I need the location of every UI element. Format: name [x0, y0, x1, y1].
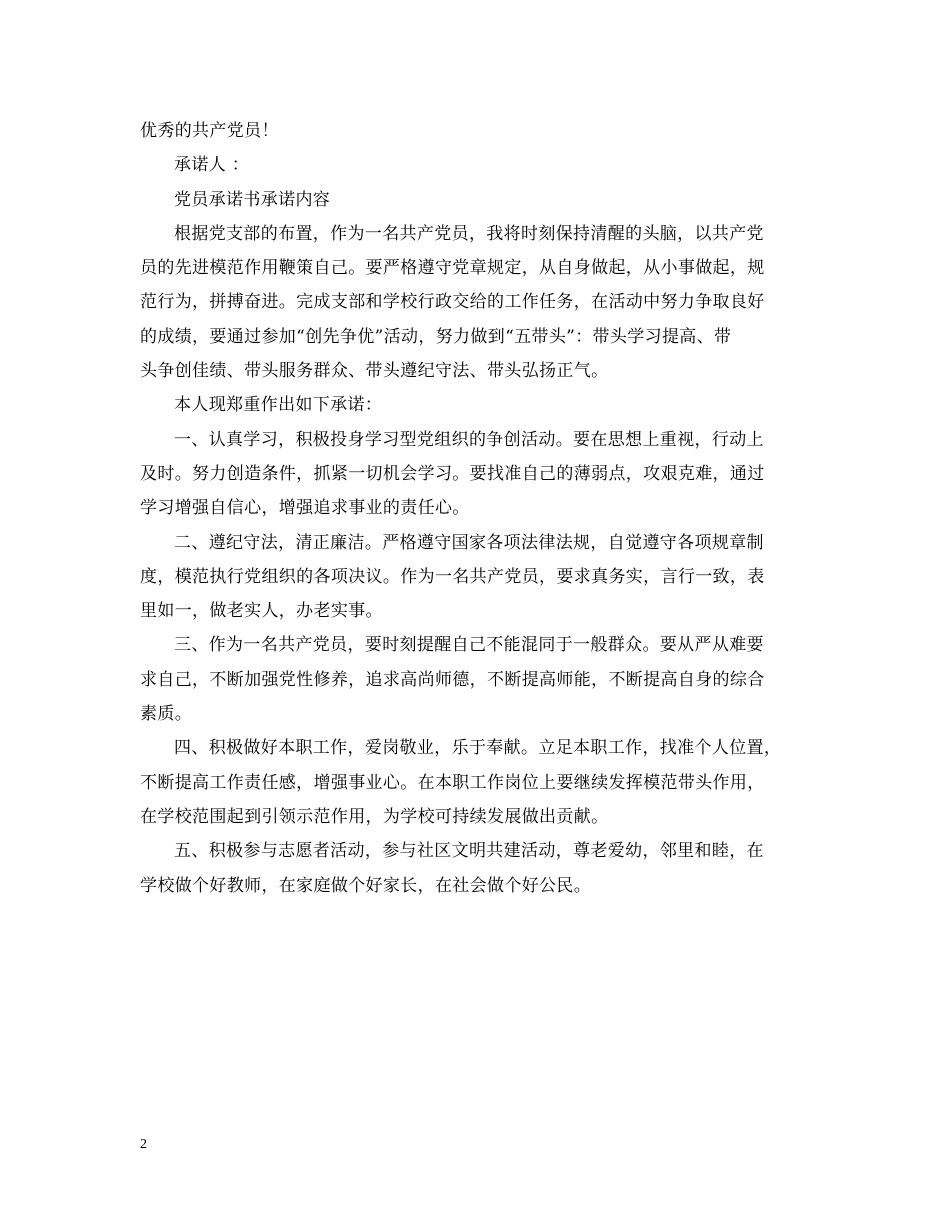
commitment-3-line: 素质。: [140, 704, 193, 725]
commitment-2-line: 里如一，做老实人，办老实事。: [140, 601, 383, 622]
commitment-1-line: 一、认真学习，积极投身学习型党组织的争创活动。要在思想上重视，行动上: [174, 429, 764, 450]
text-line: 根据党支部的布置，作为一名共产党员，我将时刻保持清醒的头脑，以共产党: [174, 223, 764, 244]
commitment-1-line: 学习增强自信心，增强追求事业的责任心。: [140, 498, 470, 519]
commitment-5-line: 学校做个好教师，在家庭做个好家长，在社会做个好公民。: [140, 875, 592, 896]
commitment-4-line: 不断提高工作责任感，增强事业心。在本职工作岗位上要继续发挥模范带头作用，: [140, 772, 765, 793]
text-line: 的成绩，要通过参加“创先争优”活动，努力做到“五带头”：带头学习提高、带: [140, 326, 732, 347]
commitment-3-line: 三、作为一名共产党员，要时刻提醒自己不能混同于一般群众。要从严从难要: [174, 635, 764, 656]
text-line: 头争创佳绩、带头服务群众、带头遵纪守法、带头弘扬正气。: [140, 361, 609, 382]
text-line: 员的先进模范作用鞭策自己。要严格遵守党章规定，从自身做起，从小事做起，规: [140, 258, 765, 279]
page-number: 2: [140, 1137, 147, 1152]
commitment-1-line: 及时。努力创造条件，抓紧一切机会学习。要找准自己的薄弱点，攻艰克难，通过: [140, 463, 765, 484]
commitment-2-line: 二、遵纪守法，清正廉洁。严格遵守国家各项法律法规，自觉遵守各项规章制: [174, 532, 764, 553]
section-heading: 党员承诺书承诺内容: [174, 189, 331, 210]
commitment-4-line: 四、积极做好本职工作，爱岗敬业，乐于奉献。立足本职工作，找准个人位置，: [174, 738, 782, 759]
commitment-5-line: 五、积极参与志愿者活动，参与社区文明共建活动，尊老爱幼，邻里和睦，在: [174, 841, 764, 862]
commitment-3-line: 求自己，不断加强党性修养，追求高尚师德，不断提高师能，不断提高自身的综合: [140, 669, 765, 690]
text-line: 范行为，拼搏奋进。完成支部和学校行政交给的工作任务，在活动中努力争取良好: [140, 292, 765, 313]
text-line: 本人现郑重作出如下承诺：: [174, 395, 383, 416]
document-body: [140, 114, 815, 903]
commitment-4-line: 在学校范围起到引领示范作用，为学校可持续发展做出贡献。: [140, 806, 609, 827]
signatory-label: 承诺人 ：: [174, 155, 250, 176]
text-line: 优秀的共产党员！: [140, 121, 279, 141]
commitment-2-line: 度，模范执行党组织的各项决议。作为一名共产党员，要求真务实，言行一致，表: [140, 566, 765, 587]
